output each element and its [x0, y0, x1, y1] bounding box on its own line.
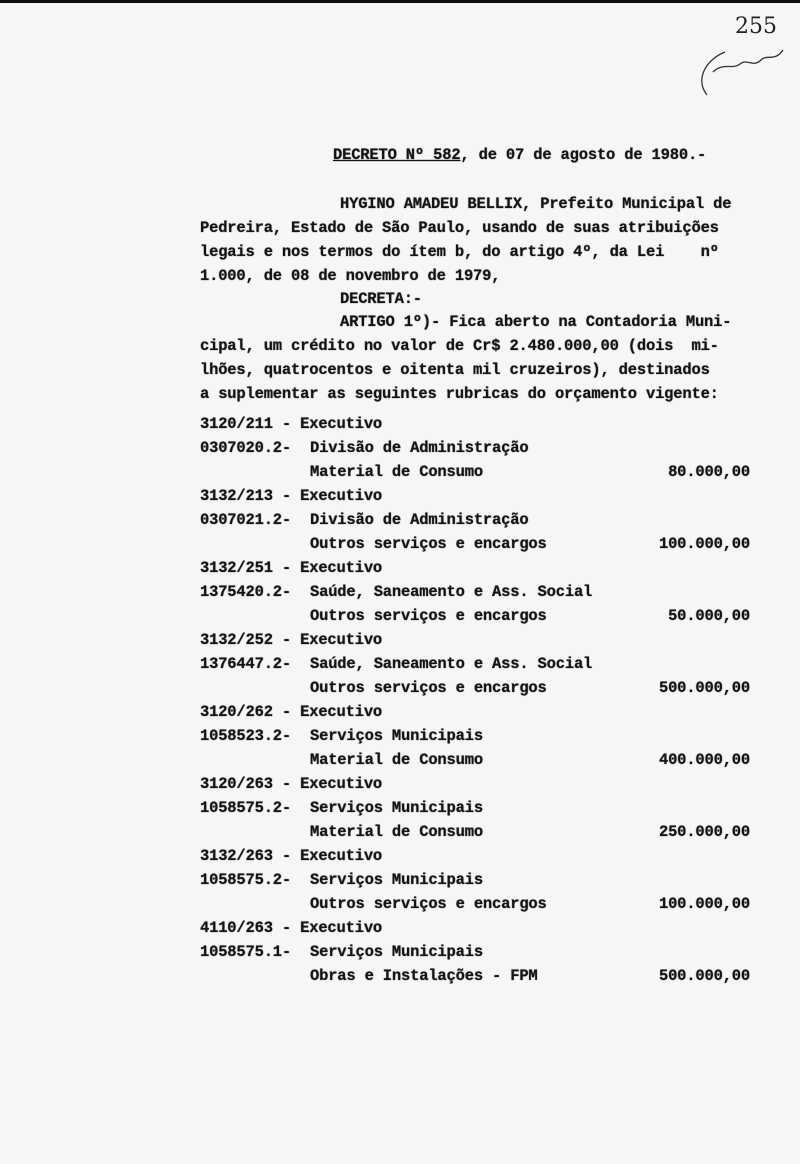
entry-unit: Serviços Municipais — [310, 799, 483, 817]
entry-unit: Serviços Municipais — [310, 871, 483, 889]
entry-account-code: 3120/211 - Executivo — [200, 415, 383, 433]
article-line: lhões, quatrocentos e oitenta mil cruzeiros), destinados — [200, 361, 710, 379]
entry-account-code: 3132/263 - Executivo — [200, 847, 383, 865]
page-number: 255 — [735, 14, 777, 39]
preamble-line: HYGINO AMADEU BELLIX, Prefeito Municipal de — [340, 195, 732, 213]
handwritten-initials — [695, 40, 790, 105]
entry-unit: Divisão de Administração — [310, 439, 529, 457]
article-line: cipal, um crédito no valor de Cr$ 2.480.000,00 (dois mi- — [200, 337, 719, 355]
entry-amount: 50.000,00 — [668, 607, 750, 625]
entry-unit: Serviços Municipais — [310, 727, 483, 745]
decree-title — [333, 146, 706, 164]
entry-amount: 400.000,00 — [658, 751, 750, 769]
entry-amount: 100.000,00 — [658, 895, 750, 913]
entry-program-code: 1058575.2- — [200, 871, 292, 889]
article-line: ARTIGO 1º)- Fica aberto na Contadoria Muni- — [340, 313, 732, 331]
entry-element: Outros serviços e encargos — [310, 607, 547, 625]
entry-program-code: 1376447.2- — [200, 655, 292, 673]
entry-account-code: 3132/252 - Executivo — [200, 631, 383, 649]
entry-account-code: 3132/251 - Executivo — [200, 559, 383, 577]
entry-unit: Serviços Municipais — [310, 943, 483, 961]
entry-program-code: 1058575.2- — [200, 799, 292, 817]
decree-date: , de 07 de agosto de 1980.- — [460, 146, 707, 164]
scan-border — [0, 0, 800, 3]
entry-program-code: 1058575.1- — [200, 943, 292, 961]
preamble-line: 1.000, de 08 de novembro de 1979, — [200, 267, 501, 285]
entry-unit: Saúde, Saneamento e Ass. Social — [310, 583, 593, 601]
entry-element: Material de Consumo — [310, 823, 483, 841]
preamble-line: legais e nos termos do ítem b, do artigo 4º, da Lei nº — [200, 243, 719, 261]
entry-account-code: 3120/263 - Executivo — [200, 775, 383, 793]
entry-account-code: 3120/262 - Executivo — [200, 703, 383, 721]
entry-amount: 250.000,00 — [658, 823, 750, 841]
entry-element: Outros serviços e encargos — [310, 895, 547, 913]
preamble-line: Pedreira, Estado de São Paulo, usando de suas atribuições — [200, 219, 719, 237]
entry-amount: 100.000,00 — [658, 535, 750, 553]
entry-program-code: 0307021.2- — [200, 511, 292, 529]
entry-amount: 500.000,00 — [658, 679, 750, 697]
decree-number: DECRETO Nº 582 — [333, 146, 461, 164]
entry-amount: 500.000,00 — [658, 967, 750, 985]
entry-account-code: 3132/213 - Executivo — [200, 487, 383, 505]
decreta-heading: DECRETA:- — [340, 290, 422, 308]
entry-program-code: 0307020.2- — [200, 439, 292, 457]
entry-amount: 80.000,00 — [668, 463, 750, 481]
entry-program-code: 1058523.2- — [200, 727, 292, 745]
entry-unit: Saúde, Saneamento e Ass. Social — [310, 655, 593, 673]
entry-account-code: 4110/263 - Executivo — [200, 919, 383, 937]
article-line: a suplementar as seguintes rubricas do orçamento vigente: — [200, 385, 719, 403]
entry-element: Outros serviços e encargos — [310, 679, 547, 697]
entry-element: Material de Consumo — [310, 463, 483, 481]
entry-element: Material de Consumo — [310, 751, 483, 769]
entry-unit: Divisão de Administração — [310, 511, 529, 529]
entry-element: Outros serviços e encargos — [310, 535, 547, 553]
entry-element: Obras e Instalações - FPM — [310, 967, 538, 985]
entry-program-code: 1375420.2- — [200, 583, 292, 601]
